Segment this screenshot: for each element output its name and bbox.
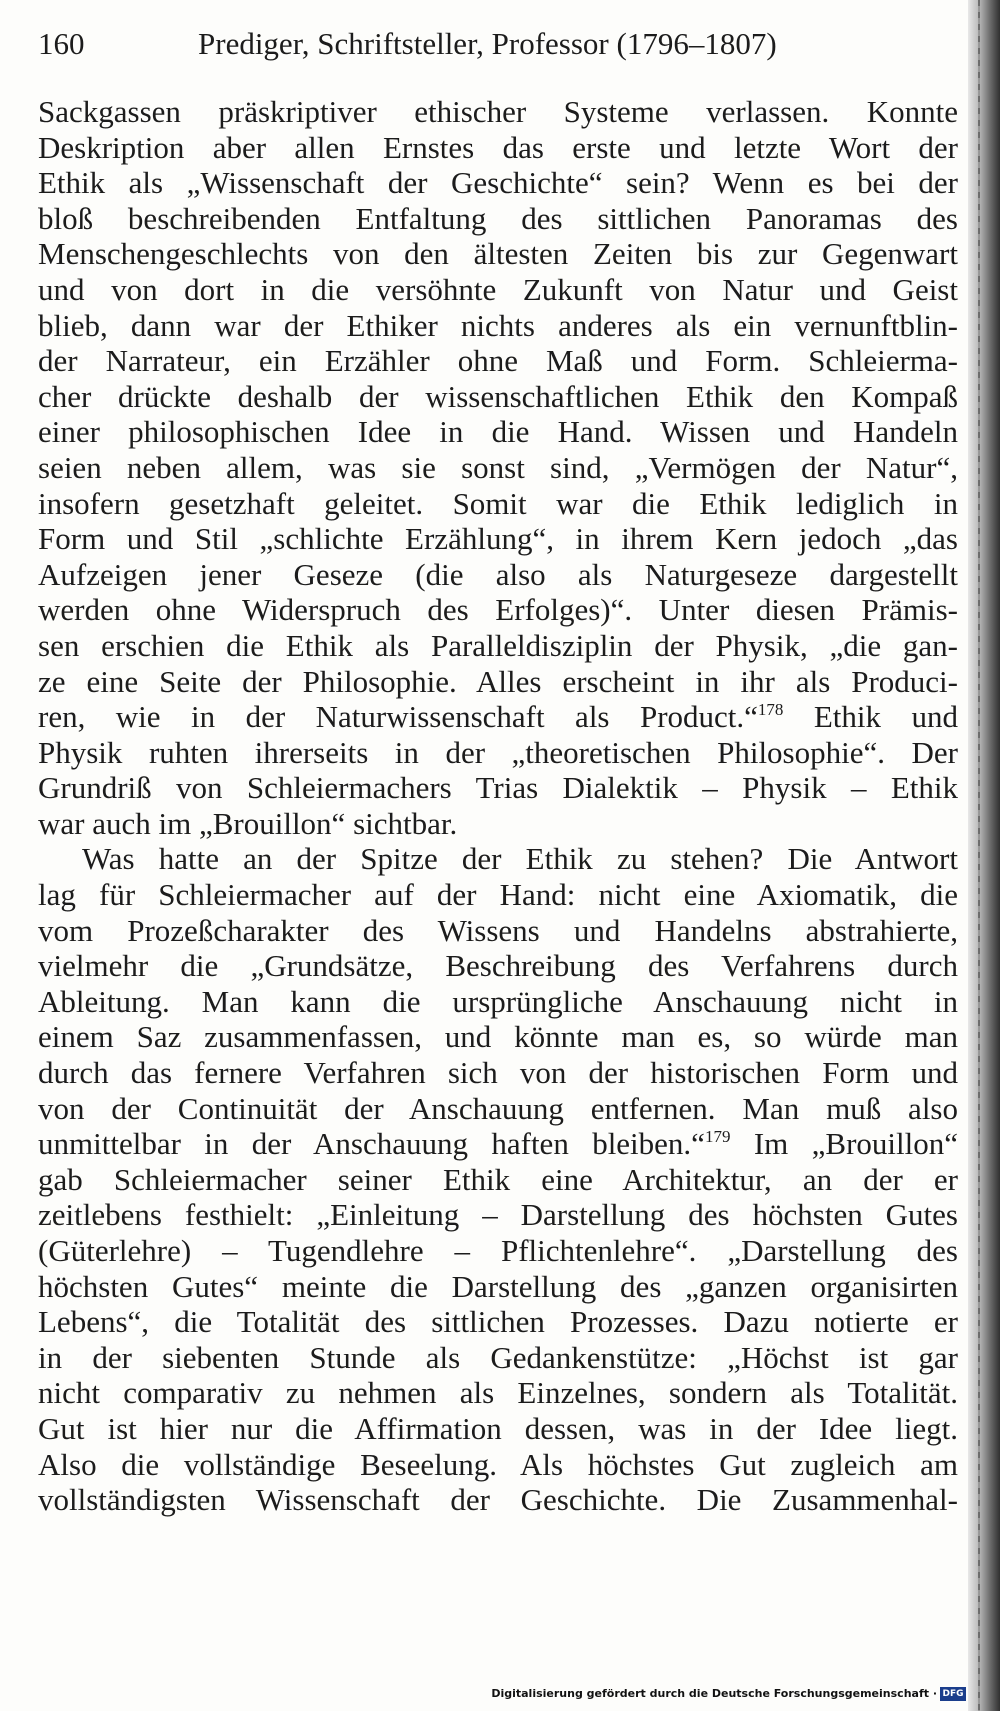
text-line: ze eine Seite der Philosophie. Alles erscheint in ihr als Produci- (38, 663, 958, 699)
text-line: bloß beschreibenden Entfaltung des sittlichen Panoramas des (38, 200, 958, 236)
text-line: seien neben allem, was sie sonst sind, „Vermögen der Natur“, (38, 449, 958, 485)
text-line: einer philosophischen Idee in die Hand. Wissen und Handeln (38, 414, 958, 450)
footer-text: Digitalisierung gefördert durch die Deutsche Forschungsgemeinschaft · (491, 1687, 937, 1700)
text-line: cher drückte deshalb der wissenschaftlichen Ethik den Kompaß (38, 378, 958, 414)
text-line: sen erschien die Ethik als Paralleldisziplin der Physik, „die gan- (38, 627, 958, 663)
text-line: durch das fernere Verfahren sich von der historischen Form und (38, 1055, 958, 1091)
text-line: zeitlebens festhielt: „Einleitung – Darstellung des höchsten Gutes (38, 1197, 958, 1233)
text-line: war auch im „Brouillon“ sichtbar. (38, 805, 458, 841)
text-segment: ren, wie in der Naturwissenschaft als Product.“ (38, 699, 758, 735)
text-line: und von dort in die versöhnte Zukunft von Natur und Geist (38, 271, 958, 307)
footnote-marker: 179 (704, 1127, 731, 1147)
dfg-logo: DFG (940, 1687, 966, 1701)
text-segment: Im „Brouillon“ (730, 1126, 958, 1162)
text-line: in der siebenten Stunde als Gedankenstütze: „Höchst ist gar (38, 1339, 958, 1375)
text-line: Physik ruhten ihrerseits in der „theoretischen Philosophie“. Der (38, 734, 958, 770)
running-head-title: Prediger, Schriftsteller, Professor (1796–1807) (198, 26, 777, 61)
text-line: Gut ist hier nur die Affirmation dessen, was in der Idee liegt. (38, 1410, 958, 1446)
text-line: nicht comparativ zu nehmen als Einzelnes, sondern als Totalität. (38, 1375, 958, 1411)
text-line: Deskription aber allen Ernstes das erste und letzte Wort der (38, 129, 958, 165)
text-line: Aufzeigen jener Geseze (die also als Naturgeseze dargestellt (38, 556, 958, 592)
text-line-with-footnote (38, 699, 958, 735)
text-line: Was hatte an der Spitze der Ethik zu stehen? Die Antwort (82, 841, 958, 877)
text-line: der Narrateur, ein Erzähler ohne Maß und Form. Schleierma- (38, 343, 958, 379)
text-line: lag für Schleiermacher auf der Hand: nicht eine Axiomatik, die (38, 877, 958, 913)
body-text (38, 94, 958, 1518)
text-line: einem Saz zusammenfassen, und könnte man es, so würde man (38, 1019, 958, 1055)
book-spine-shadow (968, 0, 1000, 1711)
text-line: Ableitung. Man kann die ursprüngliche Anschauung nicht in (38, 983, 958, 1019)
text-segment: unmittelbar in der Anschauung haften bleiben.“ (38, 1126, 705, 1162)
text-line: Lebens“, die Totalität des sittlichen Prozesses. Dazu notierte er (38, 1304, 958, 1340)
text-line-with-footnote (38, 1126, 958, 1162)
text-line: Sackgassen präskriptiver ethischer Systeme verlassen. Konnte (38, 94, 958, 129)
text-line: Also die vollständige Beseelung. Als höchstes Gut zugleich am (38, 1446, 958, 1482)
text-line: Ethik als „Wissenschaft der Geschichte“ sein? Wenn es bei der (38, 165, 958, 201)
text-line: Grundriß von Schleiermachers Trias Dialektik – Physik – Ethik (38, 770, 958, 806)
text-line: Form und Stil „schlichte Erzählung“, in ihrem Kern jedoch „das (38, 521, 958, 557)
text-line: gab Schleiermacher seiner Ethik eine Architektur, an der er (38, 1161, 958, 1197)
text-line: vom Prozeßcharakter des Wissens und Handelns abstrahierte, (38, 912, 958, 948)
page-number: 160 (38, 26, 85, 61)
text-line: (Güterlehre) – Tugendlehre – Pflichtenlehre“. „Darstellung des (38, 1233, 958, 1268)
text-line: insofern gesetzhaft geleitet. Somit war die Ethik lediglich in (38, 485, 958, 521)
text-line: Menschengeschlechts von den ältesten Zeiten bis zur Gegenwart (38, 236, 958, 272)
running-head (38, 22, 958, 66)
text-line: höchsten Gutes“ meinte die Darstellung des „ganzen organisirten (38, 1268, 958, 1304)
text-line: von der Continuität der Anschauung entfernen. Man muß also (38, 1090, 958, 1126)
text-line: werden ohne Widerspruch des Erfolges)“. Unter diesen Prämis- (38, 592, 958, 628)
footnote-marker: 178 (757, 700, 784, 720)
text-line: vielmehr die „Grundsätze, Beschreibung des Verfahrens durch (38, 948, 958, 984)
text-segment: Ethik und (813, 699, 958, 735)
digitization-footer (491, 1685, 966, 1703)
text-line: vollständigsten Wissenschaft der Geschichte. Die Zusammenhal- (38, 1482, 958, 1518)
text-line: blieb, dann war der Ethiker nichts anderes als ein vernunftblin- (38, 307, 958, 343)
